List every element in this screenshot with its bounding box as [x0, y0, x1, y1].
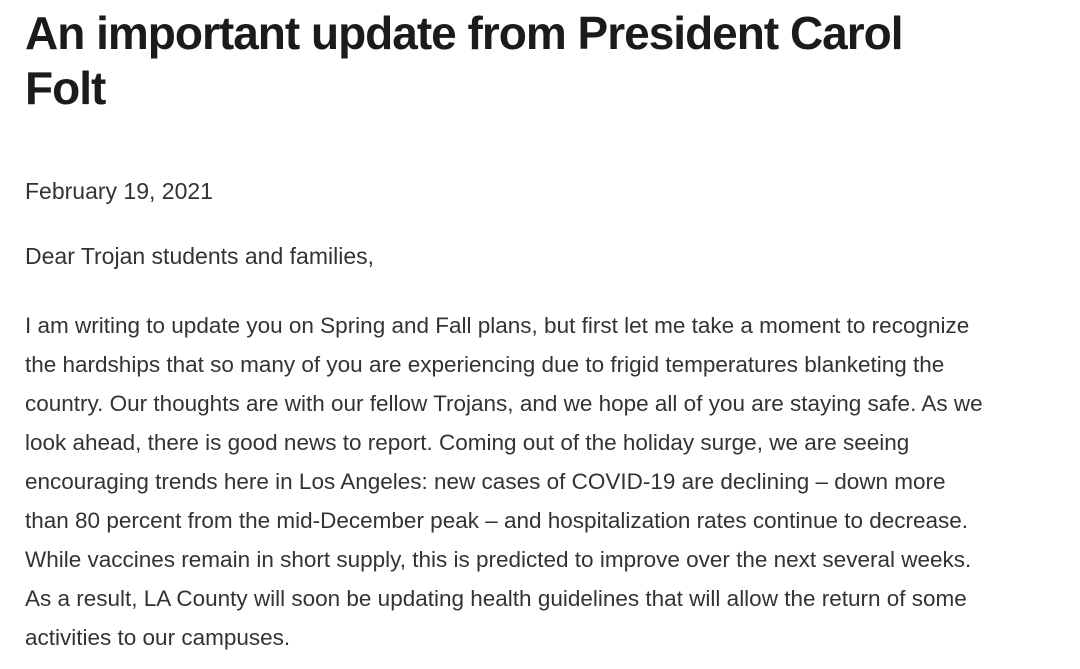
- letter-date: February 19, 2021: [25, 178, 213, 205]
- page-title: An important update from President Carol Folt: [25, 7, 903, 115]
- letter-body-paragraph: I am writing to update you on Spring and Fall plans, but first let me take a moment to recognize the hardships that so many of you are experiencing due to frigid temperatures blanketing the country. Our thoughts are with our fellow Trojans, and we hope all of you are staying safe. As we look ahead, there is good news to report. Coming out of the holiday surge, we are seeing encouraging trends here in Los Angeles: new cases of COVID-19 are declining – down more than 80 percent from the mid-December peak – and hospitalization rates continue to decrease. While vaccines remain in short supply, this is predicted to improve over the next several weeks. As a result, LA County will soon be updating health guidelines that will allow the return of some activities to our campuses.: [25, 313, 983, 651]
- letter-salutation: Dear Trojan students and families,: [25, 243, 375, 270]
